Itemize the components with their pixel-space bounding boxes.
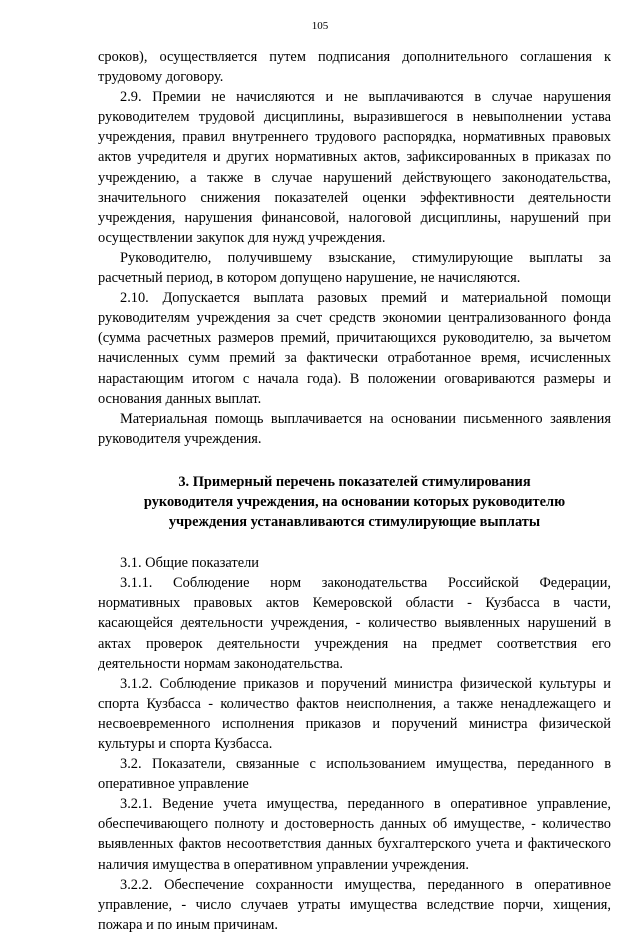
paragraph-3-2: 3.2. Показатели, связанные с использованием имущества, переданного в оперативное управление [98,756,611,793]
paragraph-material-aid: Материальная помощь выплачивается на основании письменного заявления руководителя учреждения. [98,410,611,447]
paragraph-continuation: сроков), осуществляется путем подписания дополнительного соглашения к трудовому договору. [98,49,611,86]
page-number: 105 [311,20,329,32]
paragraph-3-2-2: 3.2.2. Обеспечение сохранности имущества, переданного в оперативное управление, - число случаев утраты имущества вследствие порчи, хищения, пожара и по иным причинам. [98,876,611,933]
heading-line-3: учреждения устанавливаются стимулирующие выплаты [168,514,541,531]
page-content [98,47,611,935]
paragraph-3-1: 3.1. Общие показатели [120,555,259,572]
heading-line-2: руководителя учреждения, на основании которых руководителю [143,493,566,510]
section-3-heading [98,472,611,532]
heading-line-1: 3. Примерный перечень показателей стимулирования [178,473,531,490]
paragraph-3-1-1: 3.1.1. Соблюдение норм законодательства Российской Федерации, нормативных правовых актов Кемеровской области - Кузбасса в части, касающейся деятельности учреждения, - количество выявленных нарушений в актах проверок деятельности учреждения на предмет соответствия его деятельности нормам законодательства. [98,575,611,672]
paragraph-2-9: 2.9. Премии не начисляются и не выплачиваются в случае нарушения руководителем трудовой дисциплины, выразившегося в невыполнении устава учреждения, правил внутреннего трудового распорядка, нормативных правовых актов учредителя и других нормативных актов, зафиксированных в приказах по учреждению, а также в случае нарушений действующего законодательства, значительного снижения показателей оценки эффективности деятельности учреждения, нарушения финансовой, налоговой дисциплины, нарушений при осуществлении закупок для нужд учреждения. [98,89,611,246]
paragraph-3-1-2: 3.1.2. Соблюдение приказов и поручений министра физической культуры и спорта Кузбасса - количество фактов неисполнения, а также ненадлежащего и несвоевременного исполнения приказов и поручений министра физической культуры и спорта Кузбасса. [98,675,611,752]
paragraph-penalty: Руководителю, получившему взыскание, стимулирующие выплаты за расчетный период, в котором допущено нарушение, не начисляются. [98,249,611,287]
paragraph-2-10: 2.10. Допускается выплата разовых премий и материальной помощи руководителям учреждения за счет средств экономии централизованного фонда (сумма расчетных размеров премий, причитающихся руководителю, за вычетом начисленных сумм премий за фактически отработанное время, исчисленных нарастающим итогом с начала года). В положении оговариваются размеры и основания данных выплат. [98,290,611,407]
paragraph-3-2-1: 3.2.1. Ведение учета имущества, переданного в оперативное управление, обеспечивающего полноту и достоверность данных об имуществе, - количество выявленных фактов несоответствия данных бухгалтерского учета и фактического наличия имущества в оперативном управлении учреждения. [98,796,611,873]
